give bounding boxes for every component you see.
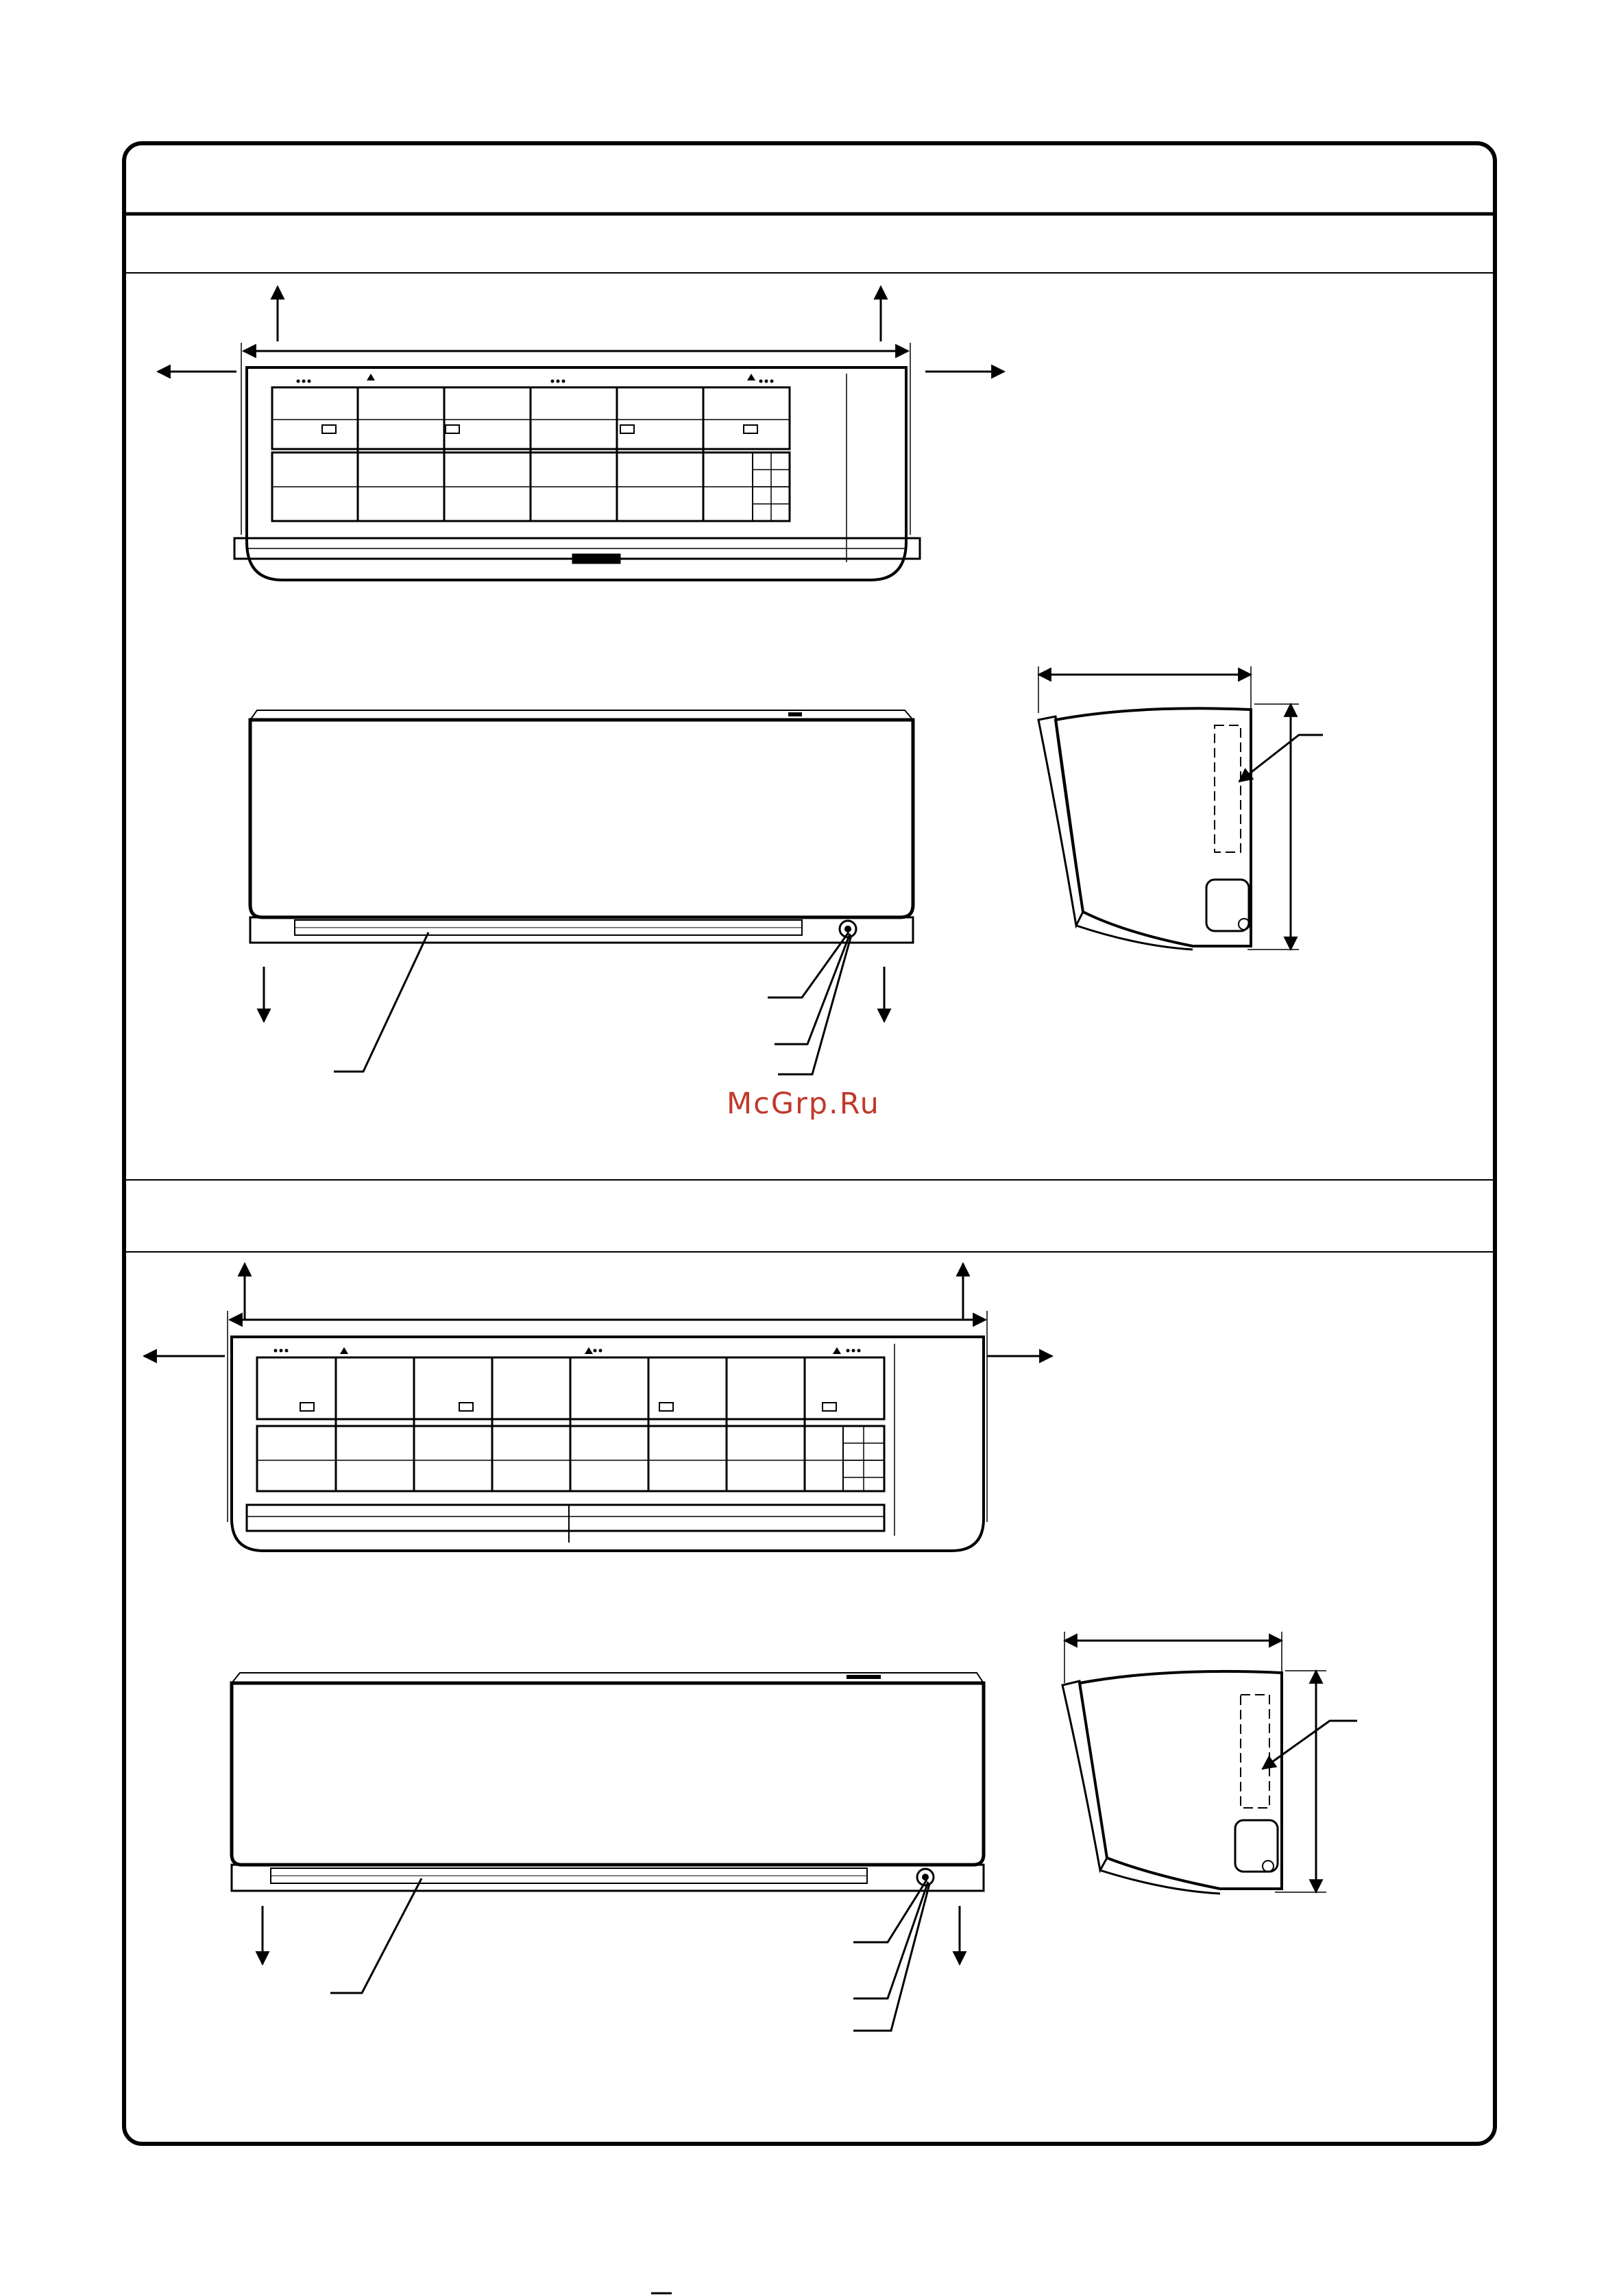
- watermark: McGrp.Ru: [727, 1087, 880, 1121]
- unit-side-view: [1062, 1632, 1357, 1894]
- unit-back-view: [232, 1337, 984, 1551]
- leader-line-indicator-3: [853, 1884, 929, 2031]
- unit-back-view: [234, 367, 920, 580]
- leader-line-label: [1263, 1721, 1357, 1769]
- unit-side-view: [1038, 666, 1323, 950]
- leader-line-air-outlet: [334, 932, 428, 1072]
- leader-line-indicator-2: [775, 934, 850, 1044]
- section-1: [158, 287, 1323, 1074]
- section-2: [144, 1264, 1357, 2031]
- unit-front-view: [250, 710, 913, 943]
- page-frame: [124, 143, 1495, 2144]
- leader-line-indicator-2: [853, 1882, 928, 1998]
- unit-front-view: [232, 1673, 984, 1891]
- leader-line-air-outlet: [330, 1878, 422, 1993]
